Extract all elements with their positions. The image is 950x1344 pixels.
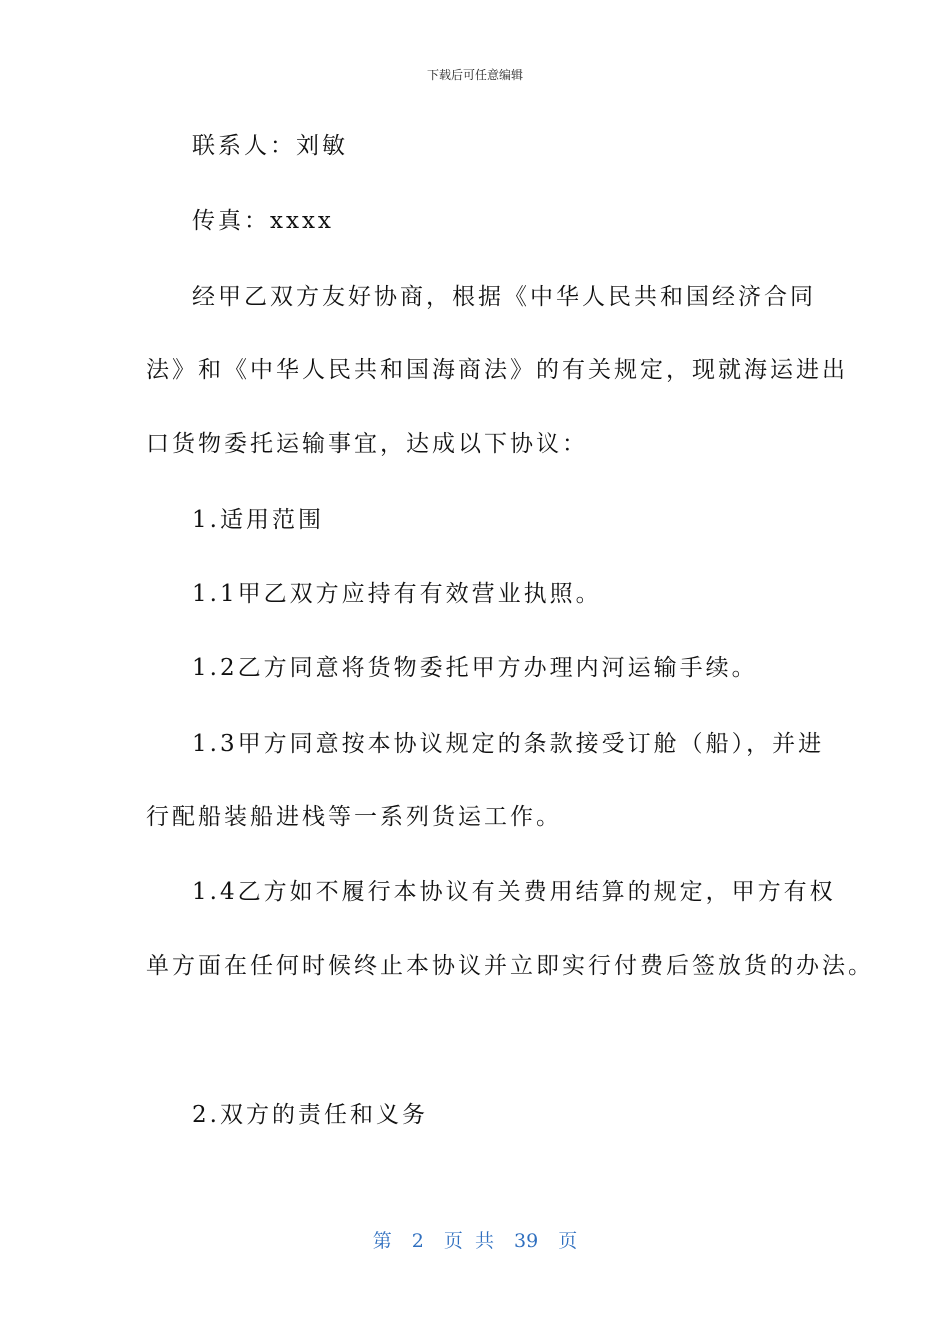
footer-prefix: 第 [372,1230,392,1252]
section-2-heading: 2.双方的责任和义务 [192,1102,428,1128]
footer-suffix: 页 [558,1230,578,1252]
page-footer [0,1226,950,1253]
clause-1-2: 1.2乙方同意将货物委托甲方办理内河运输手续。 [192,655,758,681]
footer-page-number: 2 [411,1230,424,1252]
footer-middle: 页 共 [443,1230,494,1252]
clause-1-4-line-1: 1.4乙方如不履行本协议有关费用结算的规定，甲方有权 [192,879,836,905]
preamble-line-3: 口货物委托运输事宜，达成以下协议： [146,431,588,457]
preamble-line-1: 经甲乙双方友好协商，根据《中华人民共和国经济合同 [192,284,816,310]
clause-1-3-line-1: 1.3甲方同意按本协议规定的条款接受订舱（船），并进 [192,731,825,757]
contact-person-line: 联系人：刘敏 [192,133,348,159]
clause-1-4-line-2: 单方面在任何时候终止本协议并立即实行付费后签放货的办法。 [146,953,874,979]
preamble-line-2: 法》和《中华人民共和国海商法》的有关规定，现就海运进出 [146,357,848,383]
fax-line: 传真：xxxx [192,208,334,234]
section-1-heading: 1.适用范围 [192,507,324,533]
clause-1-1: 1.1甲乙双方应持有有效营业执照。 [192,581,602,607]
footer-total-pages: 39 [514,1230,539,1252]
page-header: 下载后可任意编辑 [426,68,523,82]
clause-1-3-line-2: 行配船装船进栈等一系列货运工作。 [146,804,562,830]
